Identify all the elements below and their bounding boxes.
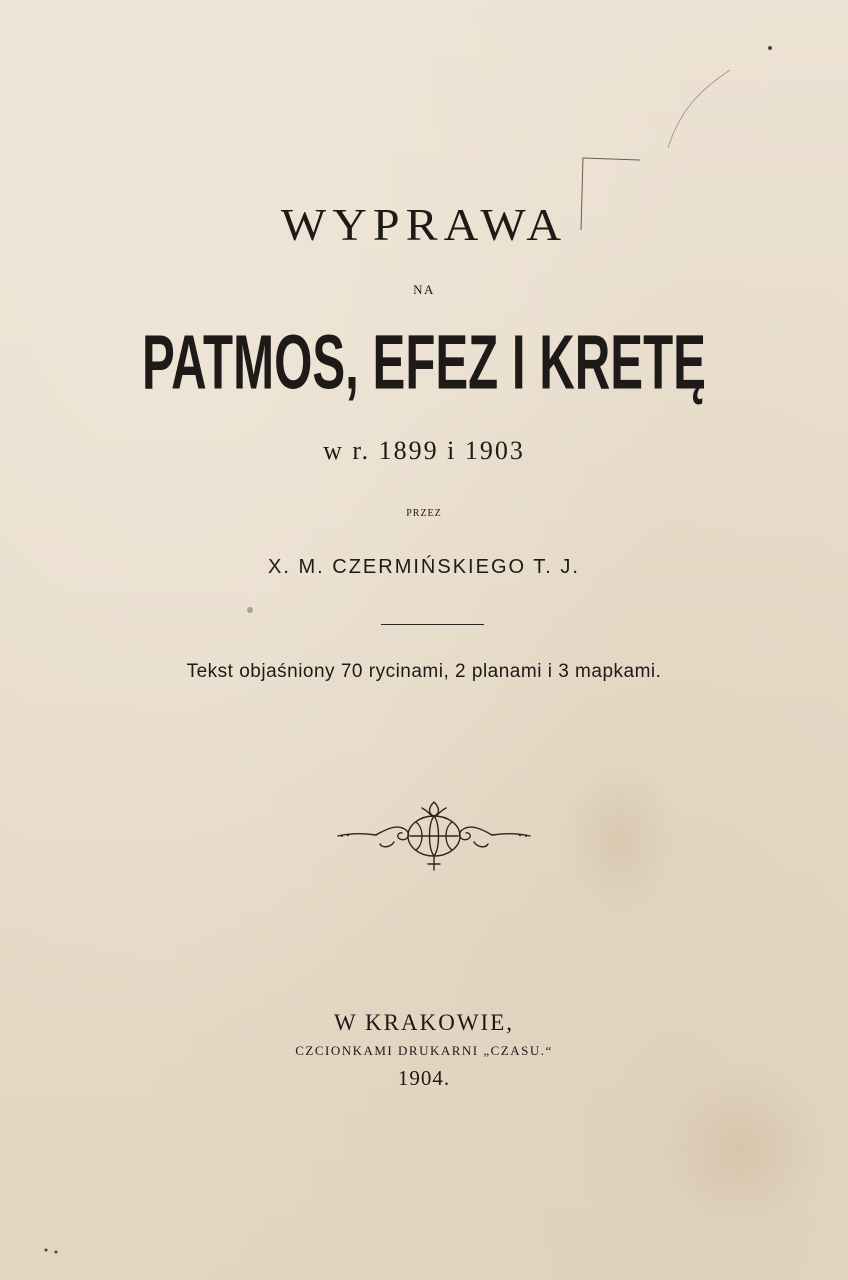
- imprint-year: 1904.: [397, 1066, 451, 1090]
- imprint-printer: CZCIONKAMI DRUKARNI „CZASU.“: [295, 1043, 553, 1058]
- title-line-na: NA: [413, 282, 435, 297]
- imprint-place: W KRAKOWIE,: [334, 1010, 514, 1035]
- paper-stain: [560, 760, 680, 920]
- author-name: X. M. CZERMIŃSKIEGO T. J.: [268, 556, 580, 578]
- title-line-wyprawa: WYPRAWA: [280, 200, 568, 251]
- divider-rule: [381, 624, 484, 625]
- title-line-destinations: PATMOS, EFEZ I KRETĘ: [141, 319, 707, 406]
- title-line-years: w r. 1899 i 1903: [323, 436, 525, 465]
- by-label: PRZEZ: [406, 508, 442, 519]
- fleuron-ornament-icon: [336, 798, 532, 874]
- illustrations-description: Tekst objaśniony 70 rycinami, 2 planami i 3 mapkami.: [186, 661, 662, 682]
